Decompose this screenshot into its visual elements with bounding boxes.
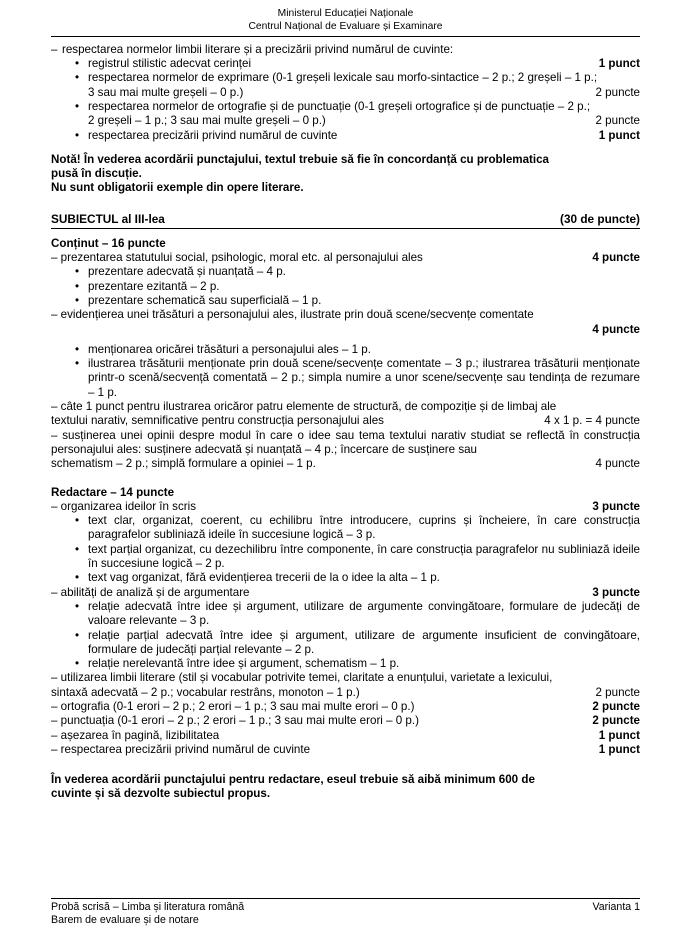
dash-item-text: respectarea normelor limbii literare și a precizării privind numărul de cuvinte: xyxy=(62,42,454,56)
item-text: – respectarea precizării privind numărul de cuvinte xyxy=(51,742,311,756)
redactare-heading: Redactare – 14 puncte xyxy=(51,485,175,499)
bullet-text: registrul stilistic adecvat cerinței xyxy=(88,57,252,71)
bullet-marker: • xyxy=(75,342,80,356)
bullet-marker: • xyxy=(75,71,80,85)
bullet-marker: • xyxy=(75,57,80,71)
bullet-text-line-2: 3 sau mai multe greșeli – 0 p.) xyxy=(88,85,244,99)
item-text: – punctuația (0-1 erori – 2 p.; 2 erori – 1 p.; 3 sau mai multe erori – 0 p.) xyxy=(51,714,419,728)
bullet-marker: • xyxy=(75,293,80,307)
bullet-score: 2 puncte xyxy=(595,85,640,99)
footer-exam-title: Probă scrisă – Limba și literatura română xyxy=(51,900,245,913)
bullet-marker: • xyxy=(75,599,80,613)
item-score: 2 puncte xyxy=(592,699,640,713)
document-footer xyxy=(51,898,640,928)
document-content xyxy=(51,0,640,802)
redactare-item-ortografia xyxy=(51,700,640,714)
spacer xyxy=(51,143,640,153)
bullet-marker: • xyxy=(75,265,80,279)
bullet-ilustrarea-trasaturii xyxy=(51,357,640,400)
footer-subtitle: Barem de evaluare și de notare xyxy=(51,914,199,927)
bullet-item-exprimare xyxy=(51,71,640,100)
item-text: – prezentarea statutului social, psihologic, moral etc. al personajului ales xyxy=(51,251,423,265)
bullet-mentionarea-trasaturii xyxy=(51,343,640,357)
note-block xyxy=(51,153,640,196)
final-note-line-1: În vederea acordării punctajului pentru redactare, eseul trebuie să aibă minimum 600 de xyxy=(51,773,535,787)
dash-item-limbii-literare xyxy=(51,43,640,57)
bullet-text: relație nerelevantă între idee și argument, schematism – 1 p. xyxy=(88,657,400,671)
bullet-score: 2 puncte xyxy=(595,114,640,128)
bullet-text: prezentare schematică sau superficială – 1 p. xyxy=(88,293,322,307)
final-note-line-2: cuvinte și să dezvolte subiectul propus. xyxy=(51,787,271,801)
bullet-prezentare-ezitanta xyxy=(51,280,640,294)
bullet-relatie-adecvata xyxy=(51,600,640,629)
redactare-item-precizare-cuvinte xyxy=(51,743,640,757)
item-text-body: – susținerea unei opinii despre modul în care o idee sau tema textului narativ studiat se reflectă în construcția personajului ales: susținere adecvată și nuanțată – 4 p.; încercare de susținere sau xyxy=(51,428,640,456)
header-ministry-line: Ministerul Educației Naționale xyxy=(277,8,414,19)
bullet-text: relație parțial adecvată între idee și argument, utilizare de argumente insuficient de convingătoare, formulare de judecăți parțial relevante – 2 p. xyxy=(88,628,640,656)
header-center-line: Centrul Național de Evaluare și Examinare xyxy=(248,21,443,33)
bullet-text: text vag organizat, fără evidențierea trecerii de la o idee la alta – 1 p. xyxy=(88,571,440,585)
item-score: 4 puncte xyxy=(595,457,640,471)
redactare-item-abilitati xyxy=(51,586,640,600)
note-line-2: pusă în discuție. xyxy=(51,167,142,181)
continut-item-patru-elemente xyxy=(51,400,640,429)
item-score: 3 puncte xyxy=(592,585,640,599)
bullet-marker: • xyxy=(75,657,80,671)
continut-item-statut xyxy=(51,251,640,265)
item-score: 1 punct xyxy=(598,728,640,742)
document-header xyxy=(51,0,640,34)
spacer xyxy=(51,757,640,773)
spacer xyxy=(51,196,640,212)
bullet-marker: • xyxy=(75,542,80,556)
item-last-line xyxy=(51,457,640,471)
bullet-marker: • xyxy=(75,357,80,371)
note-line-3: Nu sunt obligatorii exemple din opere literare. xyxy=(51,181,304,195)
item-score: 4 x 1 p. = 4 puncte xyxy=(544,414,640,428)
redactare-item-limbii-literare xyxy=(51,671,640,700)
continut-block xyxy=(51,251,640,471)
bullet-text-line-1: respectarea normelor de ortografie și de punctuație (0-1 greșeli ortografice și de punctuație – 2 p.; xyxy=(88,100,591,113)
redactare-item-asezare-pagina xyxy=(51,729,640,743)
item-score: 2 puncte xyxy=(595,685,640,699)
bullet-score: 1 punct xyxy=(598,57,640,71)
item-score: 4 puncte xyxy=(592,251,640,265)
subject-points: (30 de puncte) xyxy=(560,211,640,226)
footer-divider xyxy=(51,898,640,899)
bullet-score: 1 punct xyxy=(598,128,640,142)
bullet-prezentare-adecvata xyxy=(51,265,640,279)
subject-heading xyxy=(51,212,640,229)
bullet-text-partial-organizat xyxy=(51,543,640,572)
continued-criteria-block xyxy=(51,43,640,143)
item-score: 2 puncte xyxy=(592,714,640,728)
bullet-text: ilustrarea trăsăturii menționate prin două scene/secvențe comentate – 3 p.; ilustrarea trăsăturii menționate printr-o scenă/secvență comentată – 2 p.; simpla numire a unor scene/secvențe sau tendința de rezumare – 1 p. xyxy=(88,357,640,399)
bullet-item-ortografie xyxy=(51,100,640,129)
bullet-text: prezentare adecvată și nuanțată – 4 p. xyxy=(88,265,286,279)
item-text-line-last: schematism – 2 p.; simplă formulare a opiniei – 1 p. xyxy=(51,457,316,471)
spacer xyxy=(51,229,640,237)
bullet-item-precizare-cuvinte xyxy=(51,129,640,143)
bullet-row xyxy=(88,57,640,71)
bullet-row xyxy=(88,129,640,143)
item-text-line-1: – utilizarea limbii literare (stil și vocabular potrivite temei, claritate a enunțului, varietate a lexicului, xyxy=(51,671,553,685)
item-last-line xyxy=(51,414,640,428)
item-score: 3 puncte xyxy=(592,499,640,513)
bullet-relatie-partial-adecvata xyxy=(51,629,640,658)
redactare-block xyxy=(51,500,640,757)
bullet-last-line xyxy=(88,114,640,128)
bullet-text: relație adecvată între idee și argument, utilizare de argumente convingătoare, formulare de judecăți de valoare relevante – 3 p. xyxy=(88,599,640,628)
bullet-text-vag-organizat xyxy=(51,571,640,585)
bullet-text: text clar, organizat, coerent, cu echilibru între introducere, cuprins și încheiere, în care construcția paragrafelor subliniază ideile în succesiune logică – 3 p. xyxy=(88,514,640,542)
bullet-text-line-1: respectarea normelor de exprimare (0-1 greșeli lexicale sau morfo-sintactice – 2 p.; 2 greșeli – 1 p.; xyxy=(88,71,598,85)
dash-marker: – xyxy=(51,42,58,56)
bullet-marker: • xyxy=(75,100,80,113)
bullet-text: prezentare ezitantă – 2 p. xyxy=(88,279,220,293)
bullet-text: text parțial organizat, cu dezechilibru între componente, în care construcția paragrafelor nu subliniază ideile în succesiune logică – 2 p. xyxy=(88,542,640,571)
bullet-text: menționarea oricărei trăsături a personajului ales – 1 p. xyxy=(88,342,371,356)
bullet-marker: • xyxy=(75,571,80,585)
item-text-line-2: sintaxă adecvată – 2 p.; vocabular restrâns, monoton – 1 p.) xyxy=(51,685,360,699)
continut-item-sustinere-opinie xyxy=(51,429,640,472)
item-text-line-1: – câte 1 punct pentru ilustrarea oricăror patru elemente de structură, de compoziție și de limbaj ale xyxy=(51,400,557,414)
bullet-text: respectarea precizării privind numărul de cuvinte xyxy=(88,128,338,142)
note-line-1: Notă! În vederea acordării punctajului, textul trebuie să fie în concordanță cu problematica xyxy=(51,152,550,166)
continut-item-evidentiere-score: 4 puncte xyxy=(592,322,640,336)
item-text-line-2: textului narativ, semnificative pentru construcția personajului ales xyxy=(51,414,384,428)
continut-item-evidentiere: – evidențierea unei trăsături a personajului ales, ilustrate prin două scene/secvențe comentate xyxy=(51,308,534,322)
bullet-marker: • xyxy=(75,128,80,142)
bullet-item-registru xyxy=(51,57,640,71)
bullet-marker: • xyxy=(75,628,80,642)
bullet-last-line xyxy=(88,86,640,100)
bullet-prezentare-schematica xyxy=(51,294,640,308)
bullet-marker: • xyxy=(75,514,80,528)
spacer xyxy=(51,472,640,486)
item-last-line xyxy=(51,686,640,700)
item-text: – abilități de analiză și de argumentare xyxy=(51,585,250,599)
item-text: – așezarea în pagină, lizibilitatea xyxy=(51,728,220,742)
item-score: 1 punct xyxy=(598,742,640,756)
bullet-relatie-nerelevanta xyxy=(51,657,640,671)
footer-variant: Varianta 1 xyxy=(592,900,640,913)
bullet-marker: • xyxy=(75,279,80,293)
item-text: – organizarea ideilor în scris xyxy=(51,499,196,513)
bullet-text-clar xyxy=(51,514,640,543)
continut-heading: Conținut – 16 puncte xyxy=(51,236,166,250)
redactare-item-organizare xyxy=(51,500,640,514)
redactare-item-punctuatia xyxy=(51,714,640,728)
subject-title: SUBIECTUL al III-lea xyxy=(51,211,165,226)
footer-top-row xyxy=(51,901,640,915)
bullet-text-line-2: 2 greșeli – 1 p.; 3 sau mai multe greșeli – 0 p.) xyxy=(88,114,326,128)
item-text: – ortografia (0-1 erori – 2 p.; 2 erori – 1 p.; 3 sau mai multe erori – 0 p.) xyxy=(51,699,415,713)
final-note-block xyxy=(51,773,640,802)
